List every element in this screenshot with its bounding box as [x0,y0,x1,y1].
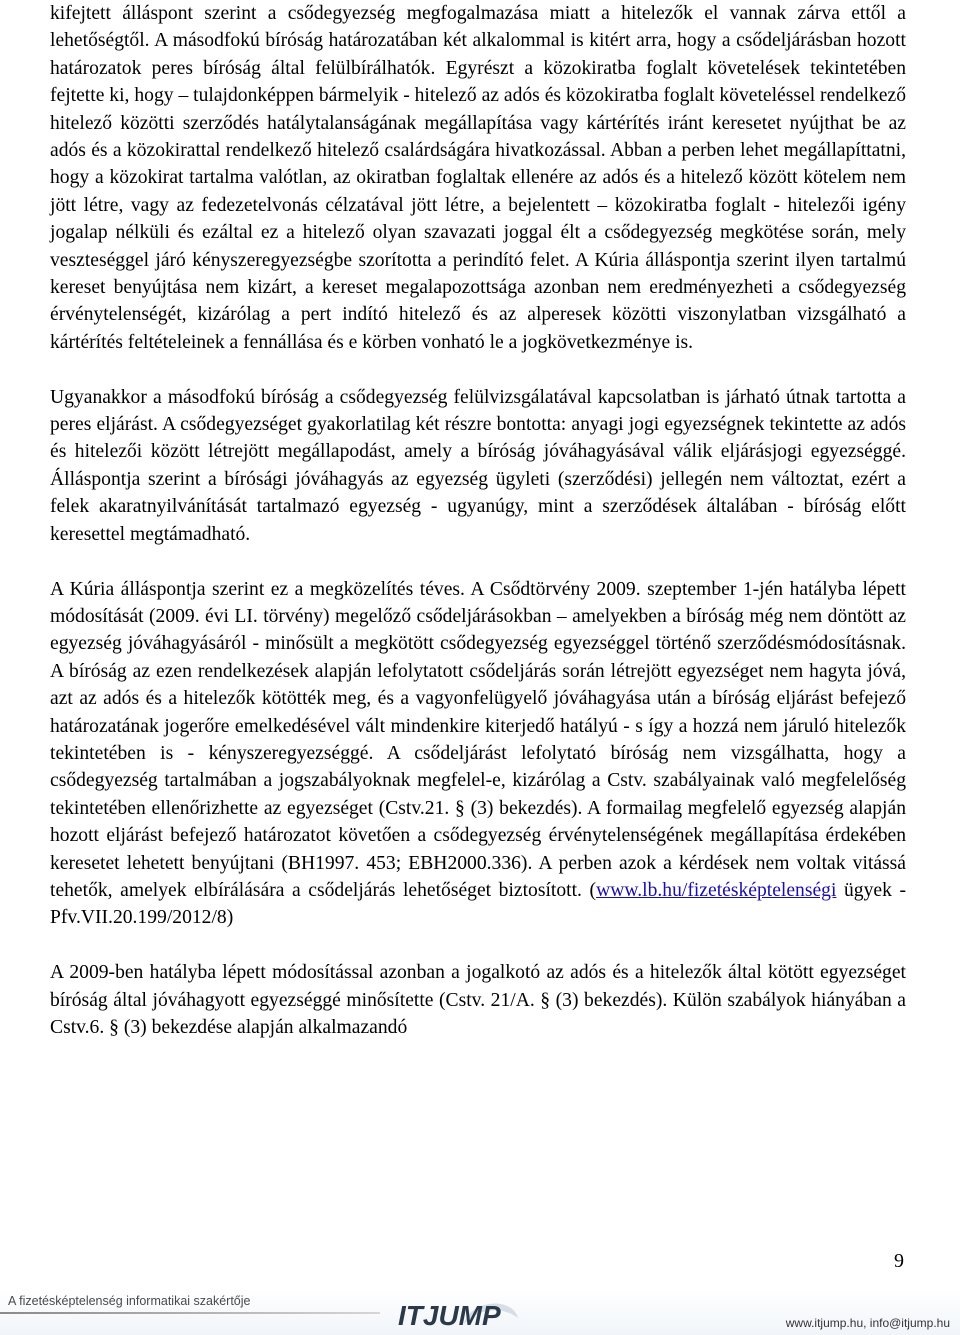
paragraph-3-text: A Kúria álláspontja szerint ez a megközelítés téves. A Csődtörvény 2009. szeptember 1-jén hatályba lépett módosítását (2009. évi LI. törvény) megelőző csődeljárásokban – amelyekben a bíróság még nem döntött az egyezség jóváhagyásáról - minősült a megkötött csődegyezség egyezséggel történő szerződésmódosításnak. A bíróság az ezen rendelkezések alapján lefolytatott csődeljárás során létrejött egyezséget nem hagyta jóvá, azt az adós és a hitelezők kötötték meg, és a vagyonfelügyelő jóváhagyása után a bíróság eljárást befejező határozatának jogerőre emelkedésével vált mindenkire kiterjedő hatályú - s így a hozzá nem járuló hitelezők tekintetében is - kényszeregyezséggé. A csődeljárást lefolytató bíróság nem vizsgálhatta, hogy a csődegyezség tartalmában a jogszabályoknak megfelel-e, kizárólag a Cstv. szabályainak való megfelelőség tekintetében ellenőrizhette az egyezséget (Cstv.21. § (3) bekezdés). A formailag megfelelő egyezség alapján hozott eljárást befejező határozatot követően a csődegyezség érvénytelenségének megállapítása érdekében keresetet lehetett benyújtani (BH1997. 453; EBH2000.336). A perben azok a kérdések nem voltak vitássá tehetők, amelyek elbírálására a csődeljárás lehetőséget biztosított. ( [50,578,906,901]
page-footer [0,1288,960,1335]
paragraph-gap [50,932,906,959]
logo-text: ITJUMP [398,1300,501,1331]
paragraph-gap [50,356,906,383]
itjump-logo [394,1292,554,1332]
paragraph-1: kifejtett álláspont szerint a csődegyezség megfogalmazása miatt a hitelezők el vannak zárva ettől a lehetőségtől. A másodfokú bíróság határozatában két alkalommal is kitért arra, hogy a csődeljárásban hozott határozatok peres bíróság által felülbírálhatók. Egyrészt a közokiratba foglalt követelések tekintetében fejtette ki, hogy – tulajdonképpen bármelyik - hitelező az adós és közokiratba foglalt követeléssel rendelkező hitelező közötti szerződés hatálytalanságának megállapítása vagy kártérítés iránt keresetet nyújthat be az adós és a közokirattal rendelkező hitelező csalárdságára hivatkozással. Abban a perben lehet megállapíttatni, hogy a közokirat tartalma valótlan, az okiratban foglaltak ellenére az adós és a hitelező között kötelem nem jött létre, vagy az fedezetelvonás célzatával jött létre, a bejelentett – közokiratba foglalt - hitelezői igény jogalap nélküli és ezáltal ez a hitelező olyan szavazati joggal élt a csődegyezség megkötése során, mely veszteséggel járó kényszeregyezségbe szorította a perindító felet. A Kúria álláspontja szerint ilyen tartalmú kereset benyújtása nem kizárt, a kereset megalapozottsága azonban nem eredményezheti a csődegyezség érvénytelenségét, kizárólag a pert indító hitelező és az alperesek közötti viszonylatban vizsgálható a kártérítés feltételeinek a fennállása és e körben vonható le a jogkövetkezménye is. [50,3,906,353]
document-body [50,0,906,1041]
footer-tagline: A fizetésképtelenség informatikai szakértője [8,1294,251,1308]
paragraph-3 [50,576,906,932]
paragraph-gap [50,548,906,575]
page-number: 9 [894,1250,904,1272]
paragraph-2: Ugyanakkor a másodfokú bíróság a csődegyezség felülvizsgálatával kapcsolatban is járható útnak tartotta a peres eljárást. A csődegyezséget gyakorlatilag két részre bontotta: anyagi jogi egyezségnek tekintette az adós és hitelezői között létrejött megállapodást, amely a bíróság jóváhagyásával válik eljárásjogi egyezséggé. Álláspontja szerint a bírósági jóváhagyás az egyezség ügyleti (szerződési) jellegén nem változtat, ezért a felek akaratnyilvánítását tartalmazó egyezség - ugyanúgy, mint a szerződések általában - bíróság előtt keresettel megtámadható. [50,386,906,545]
paragraph-4: A 2009-ben hatályba lépett módosítással azonban a jogalkotó az adós és a hitelezők által kötött egyezséget bíróság által jóváhagyott egyezséggé minősítette (Cstv. 21/A. § (3) bekezdés). Külön szabályok hiányában a Cstv.6. § (3) bekezdése alapján alkalmazandó [50,962,906,1038]
footer-divider [0,1312,380,1314]
lb-hu-link[interactable]: www.lb.hu/fizetésképtelenségi [596,879,837,901]
footer-contact: www.itjump.hu, info@itjump.hu [785,1316,950,1330]
paragraph-3-tail: ügyek - Pfv.VII.20.199/2012/8) [50,879,906,929]
